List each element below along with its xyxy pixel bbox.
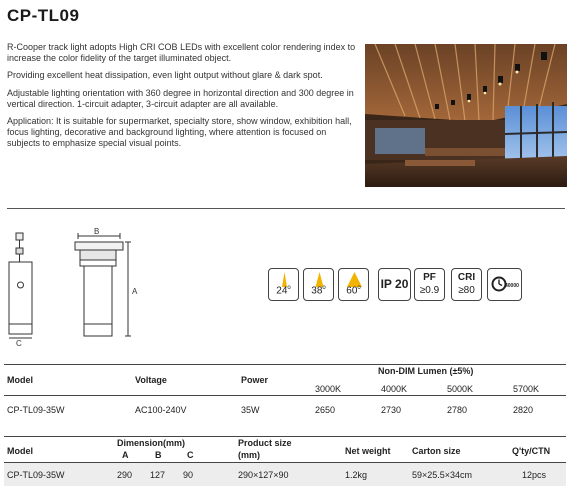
cell-net-weight: 1.2kg [345,470,368,480]
table-rule [4,364,566,365]
lifetime-hours: 40000 [505,283,519,289]
column-header-dimension: Dimension(mm) [117,438,186,448]
cell-power: 35W [241,405,260,415]
front-view-drawing [75,233,131,336]
column-header-dim-c: C [187,450,194,460]
pf-value: ≥0.9 [419,285,440,296]
description-paragraph: Providing excellent heat dissipation, even light output without glare & dark spot. [7,70,323,81]
table-rule [4,436,566,437]
ip-rating-label: IP 20 [380,277,409,291]
cri-value: ≥80 [458,285,475,296]
cell-lumen: 2780 [447,405,468,415]
cell-dim-b: 127 [150,470,166,480]
ip-rating-badge [378,268,411,301]
description-paragraph: Application: It is suitable for supermarket, specialty store, show window, exhibition hall, focus lighting, decorative and background lighting, where attention is focused on subjects to emphasize special visual points. [7,116,352,149]
dimension-label-b: B [94,228,100,236]
table-rule [4,462,566,463]
column-header-voltage: Voltage [135,375,167,385]
column-header-power: Power [241,375,269,385]
table-rule [4,395,566,396]
description-paragraph: R-Cooper track light adopts High CRI COB LEDs with excellent color rendering index to increase the color fidelity of the target illuminated object. [7,42,356,64]
cell-voltage: AC100-240V [135,405,187,415]
pf-label: PF [423,272,436,283]
cell-model: CP-TL09-35W [7,405,65,415]
cell-dim-a: 290 [117,470,133,480]
cell-model: CP-TL09-35W [7,470,65,480]
column-header-model: Model [7,446,33,456]
technical-drawings [0,228,150,348]
page-title: CP-TL09 [7,6,80,25]
installation-photo [365,44,567,187]
cell-carton-size: 59×25.5×34cm [412,470,473,480]
column-header-dim-b: B [155,450,162,460]
beam-angle-label: 60$^o$ [346,284,361,296]
cct-header: 3000K [315,384,342,394]
column-header-dim-a: A [122,450,129,460]
product-description [7,42,357,156]
description-paragraph: Adjustable lighting orientation with 360 degree in horizontal direction and 300 degree in vertical direction. 1-circuit adapter, 3-circuit adapter are all available. [7,87,354,109]
cell-product-size: 290×127×90 [238,470,289,480]
cell-lumen: 2650 [315,405,336,415]
cct-header: 5000K [447,384,474,394]
beam-angle-label: 24$^o$ [276,284,291,296]
cri-label: CRI [457,272,476,283]
column-header-product-size-unit: (mm) [238,450,260,460]
cell-lumen: 2730 [381,405,402,415]
cell-dim-c: 90 [183,470,194,480]
beam-angle-24-badge [268,268,299,301]
dimension-label-a: A [132,287,138,296]
cell-qty: 12pcs [522,470,547,480]
column-header-lumen: Non-DIM Lumen (±5%) [378,366,474,376]
cell-lumen: 2820 [513,405,534,415]
column-header-qty: Q'ty/CTN [512,446,551,456]
dimension-label-c: C [16,339,22,348]
column-header-product-size: Product size [238,438,292,448]
beam-angle-label: 38$^o$ [311,284,326,296]
cct-header: 4000K [381,384,408,394]
column-header-net-weight: Net weight [345,446,391,456]
side-view-drawing [9,233,32,338]
lifetime-badge [487,268,522,301]
cct-header: 5700K [513,384,540,394]
cri-badge [451,268,482,301]
column-header-carton-size: Carton size [412,446,461,456]
beam-angle-60-badge [338,268,369,301]
power-factor-badge [414,268,445,301]
section-divider [7,208,565,209]
beam-angle-38-badge [303,268,334,301]
column-header-model: Model [7,375,33,385]
